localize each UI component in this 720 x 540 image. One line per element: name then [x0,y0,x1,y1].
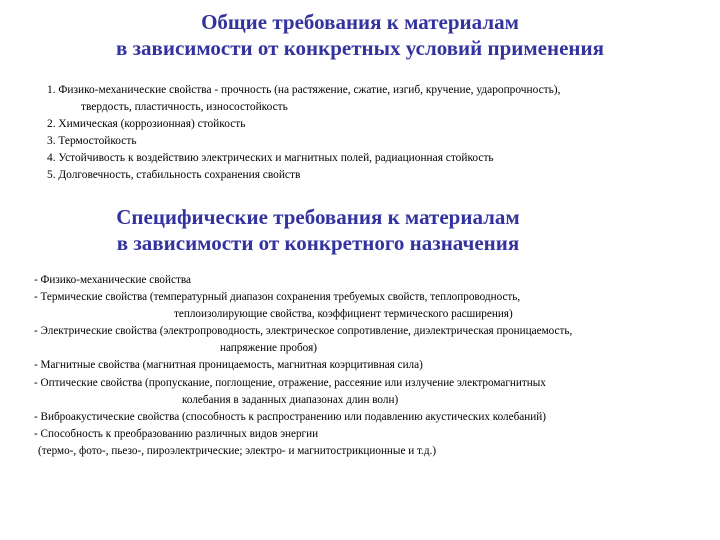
list-item-continuation: теплоизолирующие свойства, коэффициент термического расширения) [174,308,513,321]
specific-heading-line-2: в зависимости от конкретного назначения [116,231,520,255]
list-item [34,289,572,323]
general-heading-line-2: в зависимости от конкретных условий применения [116,36,604,60]
list-item-text: - Оптические свойства (пропускание, поглощение, отражение, рассеяние или излучение электромагнитных [34,376,546,389]
list-item-text: - Магнитные свойства (магнитная проницаемость, магнитная коэрцитивная сила) [34,359,423,372]
list-item-text: - Виброакустические свойства (способность к распространению или подавлению акустических колебаний) [34,410,546,423]
specific-heading-line-1: Специфические требования к материалам [116,205,520,229]
list-item-text: 5. Долговечность, стабильность сохранения свойств [47,169,301,181]
list-item [34,409,572,426]
specific-requirements-list [34,272,572,460]
list-item [47,116,560,133]
list-item-continuation: (термо-, фото-, пьезо-, пироэлектрические; электро- и магнитострикционные и т.д.) [38,444,437,457]
list-item [47,82,560,116]
general-requirements-list [47,82,560,184]
list-item [34,375,572,409]
list-item-text: 1. Физико-механические свойства - прочность (на растяжение, сжатие, изгиб, кручение, ударопрочность), [47,84,561,96]
list-item-text: 2. Химическая (коррозионная) стойкость [47,118,246,130]
list-item-text: 4. Устойчивость к воздействию электрических и магнитных полей, радиационная стойкость [47,152,494,164]
list-item-text: - Способность к преобразованию различных видов энергии [34,427,319,440]
list-item [47,150,560,167]
list-item [47,133,560,150]
general-requirements-heading [0,9,720,61]
list-item-text: 3. Термостойкость [47,135,137,147]
general-heading-line-1: Общие требования к материалам [201,10,519,34]
list-item-text: - Физико-механические свойства [34,274,191,286]
list-item-text: - Термические свойства (температурный диапазон сохранения требуемых свойств, теплопроводность, [34,291,521,304]
list-item-text: - Электрические свойства (электропроводность, электрическое сопротивление, диэлектрическая проницаемость, [34,325,573,338]
list-item [34,272,572,289]
list-item [34,426,572,460]
list-item-continuation: твердость, пластичность, износостойкость [81,101,288,113]
list-item [47,167,560,184]
list-item [34,323,572,357]
list-item-continuation: колебания в заданных диапазонах длин волн) [182,393,399,406]
list-item-continuation: напряжение пробоя) [220,342,317,355]
list-item [34,357,572,374]
specific-requirements-heading [0,204,678,256]
